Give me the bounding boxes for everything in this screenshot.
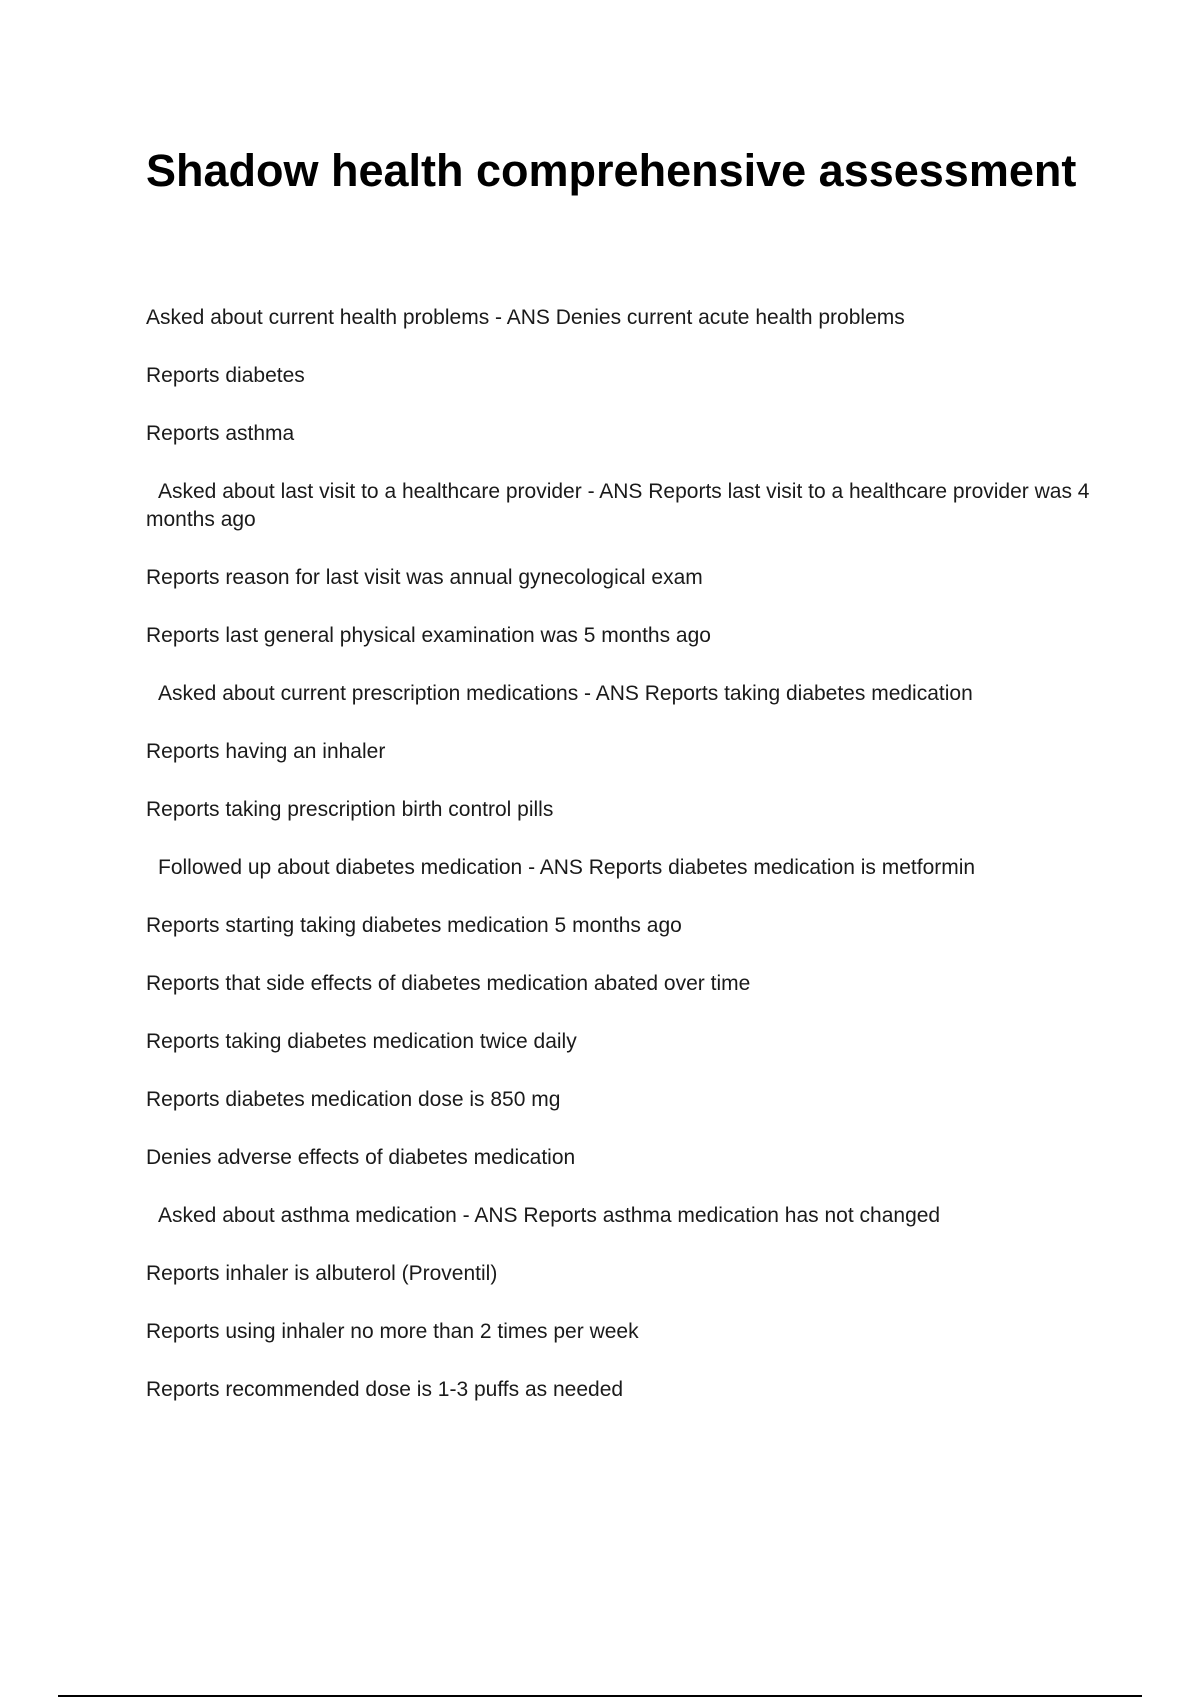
assessment-line: Reports diabetes: [146, 364, 305, 387]
assessment-line: Reports recommended dose is 1-3 puffs as needed: [146, 1378, 624, 1401]
assessment-line: Asked about current prescription medications - ANS Reports taking diabetes medication: [158, 682, 973, 705]
assessment-line: Reports inhaler is albuterol (Proventil): [146, 1262, 498, 1285]
assessment-line: Reports using inhaler no more than 2 times per week: [146, 1320, 639, 1343]
assessment-line: Reports having an inhaler: [146, 740, 386, 763]
assessment-line: Asked about asthma medication - ANS Reports asthma medication has not changed: [158, 1204, 941, 1227]
assessment-line: Reports taking prescription birth control pills: [146, 798, 554, 821]
assessment-line: Asked about current health problems - ANS Denies current acute health problems: [146, 306, 905, 329]
assessment-line: Followed up about diabetes medication - ANS Reports diabetes medication is metformin: [158, 856, 976, 879]
assessment-line: Reports that side effects of diabetes medication abated over time: [146, 972, 751, 995]
footer-divider: [58, 1695, 1142, 1697]
assessment-line: Reports taking diabetes medication twice daily: [146, 1030, 577, 1053]
page-title: Shadow health comprehensive assessment: [146, 145, 1077, 196]
assessment-line: Reports asthma: [146, 422, 295, 445]
assessment-line: Reports reason for last visit was annual gynecological exam: [146, 566, 703, 589]
assessment-line: Asked about last visit to a healthcare provider - ANS Reports last visit to a healthcare provider was 4 months ago: [146, 480, 1090, 531]
assessment-line: Denies adverse effects of diabetes medication: [146, 1146, 576, 1169]
assessment-content: [146, 304, 1106, 1434]
assessment-line: Reports last general physical examination was 5 months ago: [146, 624, 711, 647]
assessment-line: Reports starting taking diabetes medication 5 months ago: [146, 914, 682, 937]
assessment-line: Reports diabetes medication dose is 850 mg: [146, 1088, 561, 1111]
